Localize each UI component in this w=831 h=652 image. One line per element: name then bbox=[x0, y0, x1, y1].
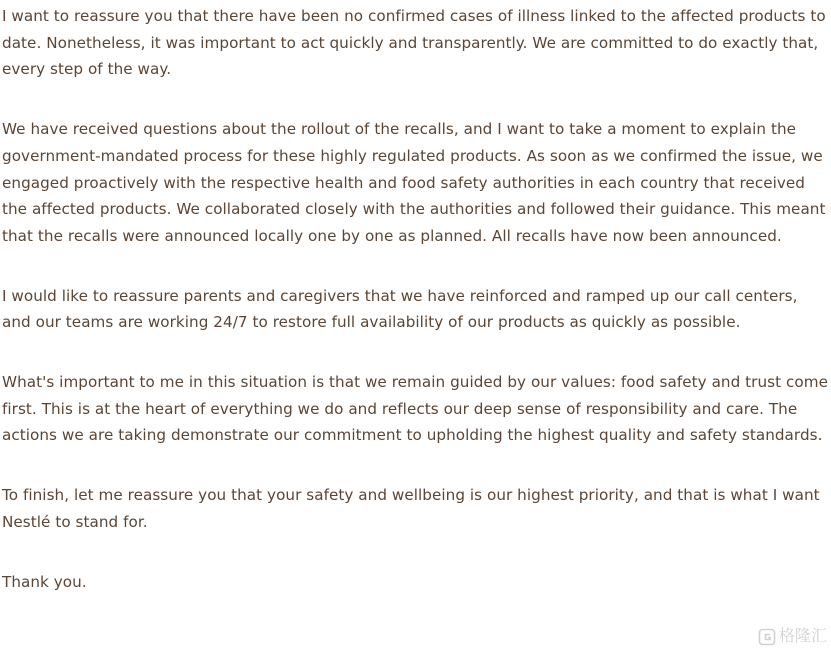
paragraph-recall-rollout: We have received questions about the rollout of the recalls, and I want to take a moment to explain the government-mandated process for these highly regulated products. As soon as we confirmed the issue, we engaged proactively with the respective health and food safety authorities in each country that received the affected products. We collaborated closely with the authorities and followed their guidance. This meant that the recalls were announced locally one by one as planned. All recalls have now been announced. bbox=[2, 120, 826, 245]
paragraph-call-centers: I would like to reassure parents and caregivers that we have reinforced and ramped up our call centers, and our teams are working 24/7 to restore full availability of our products as quickly as possible. bbox=[2, 286, 798, 332]
watermark bbox=[758, 623, 827, 650]
paragraph-thank-you: Thank you. bbox=[2, 572, 87, 591]
watermark-text: 格隆汇 bbox=[778, 626, 827, 646]
paragraph-values: What's important to me in this situation is that we remain guided by our values: food safety and trust come first. This is at the heart of everything we do and reflects our deep sense of responsibility and care. The actions we are taking demonstrate our commitment to upholding the highest quality and safety standards. bbox=[2, 373, 828, 445]
gelonghui-logo-icon bbox=[758, 628, 776, 646]
paragraph-no-confirmed-cases: I want to reassure you that there have been no confirmed cases of illness linked to the affected products to date. Nonetheless, it was important to act quickly and transparently. We are committed to do exactly that, every step of the way. bbox=[2, 7, 826, 79]
paragraph-closing: To finish, let me reassure you that your safety and wellbeing is our highest priority, and that is what I want Nestlé to stand for. bbox=[2, 486, 820, 531]
letter-body bbox=[2, 3, 831, 595]
